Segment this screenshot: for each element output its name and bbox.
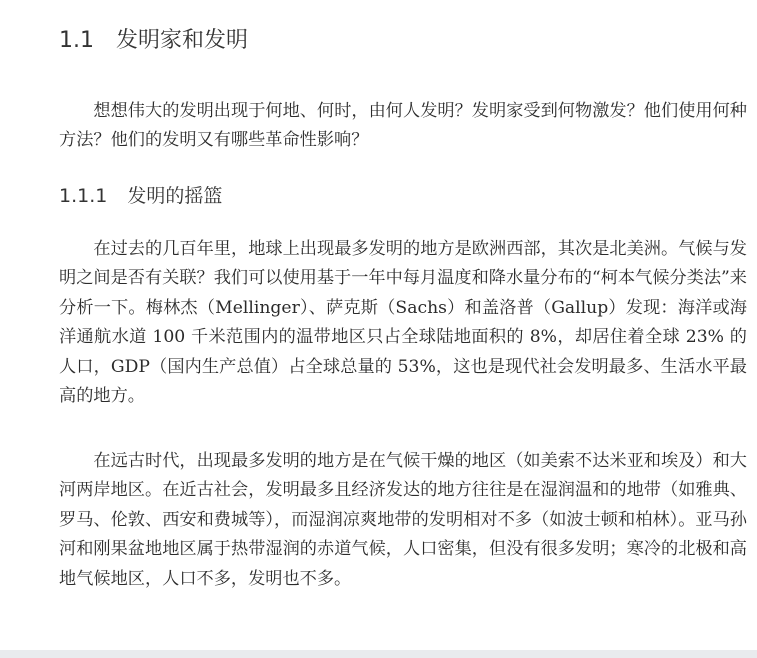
section-heading — [59, 24, 248, 58]
body-paragraph-1: 在过去的几百年里，地球上出现最多发明的地方是欧洲西部，其次是北美洲。气候与发明之间是否有关联？我们可以使用基于一年中每月温度和降水量分布的“柯本气候分类法”来分析一下。梅林杰（Mellinger）、萨克斯（Sachs）和盖洛普（Gallup）发现：海洋或海洋通航水道 100 千米范围内的温带地区只占全球陆地面积的 8%，却居住着全球 23% 的人口，GDP（国内生产总值）占全球总量的 53%，这也是现代社会发明最多、生活水平最高的地方。 — [59, 239, 747, 407]
section-number: 1.1 — [59, 28, 94, 53]
viewer-bottom-bar — [0, 650, 757, 658]
body-paragraph-2: 在远古时代，出现最多发明的地方是在气候干燥的地区（如美索不达米亚和埃及）和大河两岸地区。在近古社会，发明最多且经济发达的地方往往是在湿润温和的地带（如雅典、罗马、伦敦、西安和费城等），而湿润凉爽地带的发明相对不多（如波士顿和柏林）。亚马孙河和刚果盆地地区属于热带湿润的赤道气候，人口密集，但没有很多发明；寒冷的北极和高地气候地区，人口不多，发明也不多。 — [59, 451, 747, 589]
section-title: 发明家和发明 — [116, 28, 249, 53]
intro-paragraph: 想想伟大的发明出现于何地、何时，由何人发明？发明家受到何物激发？他们使用何种方法？他们的发明又有哪些革命性影响？ — [59, 101, 747, 151]
subsection-number: 1.1.1 — [59, 185, 108, 207]
subsection-heading — [59, 180, 222, 212]
subsection-title: 发明的摇篮 — [127, 185, 223, 207]
